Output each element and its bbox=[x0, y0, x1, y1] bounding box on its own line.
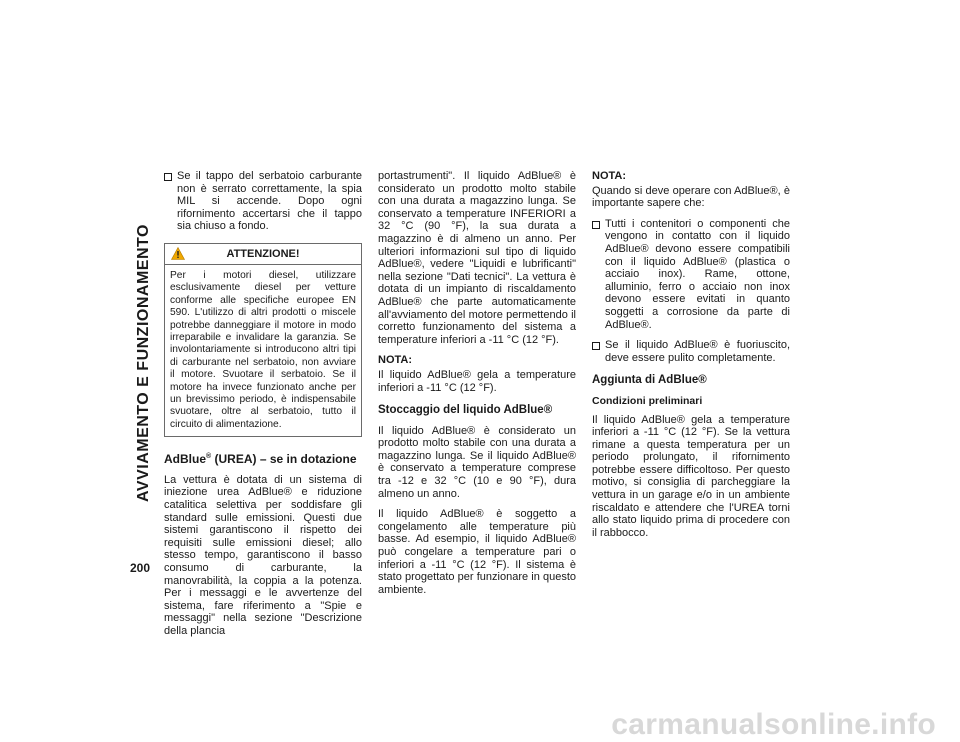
column-3 bbox=[592, 170, 790, 547]
paragraph: portastrumenti". Il liquido AdBlue® è considerato un prodotto molto stabile con una durata a magazzino lunga. Se conservato a temperature INFERIORI a 32 °C (90 °F), la sua durata a magazzino è di almeno un anno. Per ulteriori informazioni sul tipo di liquido AdBlue®, vedere "Liquidi e lubrificanti" nella sezione "Dati tecnici". La vettura è dotata di un impianto di riscaldamento AdBlue® che parte automaticamente all'avviamento del motore permettendo il corretto funzionamento del sistema a temperature inferiori a -11 °C (12 °F). bbox=[378, 170, 576, 346]
list-item bbox=[592, 339, 790, 364]
square-bullet-icon bbox=[592, 221, 600, 229]
warning-title: ATTENZIONE! bbox=[226, 247, 300, 260]
column-1 bbox=[164, 170, 362, 646]
watermark-text: carmanualsonline.info bbox=[611, 708, 936, 741]
page-number: 200 bbox=[130, 561, 151, 575]
section-heading: Aggiunta di AdBlue® bbox=[592, 374, 707, 387]
heading-rest: (UREA) – se in dotazione bbox=[211, 452, 357, 467]
nota-text: Il liquido AdBlue® gela a temperature inferiori a -11 °C (12 °F). bbox=[378, 368, 576, 394]
subheading: Condizioni preliminari bbox=[592, 394, 703, 407]
heading-main: AdBlue bbox=[164, 452, 206, 467]
square-bullet-icon bbox=[164, 173, 172, 181]
paragraph: La vettura è dotata di un sistema di iniezione urea AdBlue® e riduzione catalitica selettiva per soddisfare gli standard sulle emissioni. Questi due sistemi garantiscono il rispetto dei requisiti sulle emissioni diesel; allo stesso tempo, garantiscono il basso consumo di carburante, la manovrabilità, la coppia a la potenza. Per i messaggi e le avvertenze del sistema, fare riferimento a "Spie e messaggi" nella sezione "Descrizione della plancia bbox=[164, 473, 362, 637]
list-item bbox=[592, 218, 790, 331]
warning-body: Per i motori diesel, utilizzare esclusivamente diesel per vetture conforme alle specifiche europee EN 590. L'utilizzo di altri prodotti o miscele potrebbe danneggiare il motore in modo irreparabile e invalidare la garanzia. Se involontariamente si introducono altri tipi di carburante nel serbatoio, non avviare il motore. Svuotare il serbatoio. Se il motore ha invece funzionato anche per un brevissimo periodo, è indispensabile svuotare, oltre al serbatoio, tutto il circuito di alimentazione. bbox=[170, 269, 356, 430]
nota-label: NOTA: bbox=[378, 354, 413, 367]
nota-text: Quando si deve operare con AdBlue®, è importante sapere che: bbox=[592, 184, 790, 210]
section-heading bbox=[164, 451, 362, 466]
warning-box bbox=[164, 243, 362, 437]
square-bullet-icon bbox=[592, 342, 600, 350]
warning-header bbox=[165, 244, 361, 265]
bullet-text: Se il liquido AdBlue® è fuoriuscito, deve essere pulito completamente. bbox=[605, 339, 790, 364]
column-2 bbox=[378, 170, 576, 604]
section-side-tab bbox=[130, 168, 158, 558]
nota-label: NOTA: bbox=[592, 170, 627, 182]
bullet-text: Se il tappo del serbatoio carburante non è serrato correttamente, la spia MIL si accende. Dopo ogni rifornimento accertarsi che il tappo sia chiuso a fondo. bbox=[177, 170, 362, 233]
paragraph: Il liquido AdBlue® è soggetto a congelamento alle temperature più basse. Ad esempio, il liquido AdBlue® può congelare a temperature pari o inferiori a -11 °C (12 °F). Il sistema è stato progettato per funzionare in questo ambiente. bbox=[378, 508, 576, 596]
heading-sup: ® bbox=[206, 453, 212, 461]
section-title: AVVIAMENTO E FUNZIONAMENTO bbox=[135, 224, 152, 502]
paragraph: Il liquido AdBlue® è considerato un prodotto molto stabile con una durata a magazzino lunga. Se il liquido AdBlue® è conservato a temperature comprese tra -12 e 32 °C (10 e 90 °F), dura almeno un anno. bbox=[378, 424, 576, 500]
section-heading: Stoccaggio del liquido AdBlue® bbox=[378, 404, 553, 417]
paragraph: Il liquido AdBlue® gela a temperature inferiori a -11 °C (12 °F). Se la vettura rimane a questa temperatura per un periodo prolungato, il rifornimento potrebbe essere difficoltoso. Per questo motivo, si consiglia di parcheggiare la vettura in un garage e/o in un ambiente riscaldato e attendere che l'UREA torni allo stato liquido prima di procedere con il rabbocco. bbox=[592, 413, 790, 539]
list-item bbox=[164, 170, 362, 233]
bullet-text: Tutti i contenitori o componenti che vengono in contatto con il liquido AdBlue® devono essere compatibili con il liquido AdBlue® (plastica o acciaio inox). Rame, ottone, alluminio, ferro o acciaio non inox devono essere evitati in quanto soggetti a corrosione da parte di AdBlue®. bbox=[605, 217, 790, 331]
